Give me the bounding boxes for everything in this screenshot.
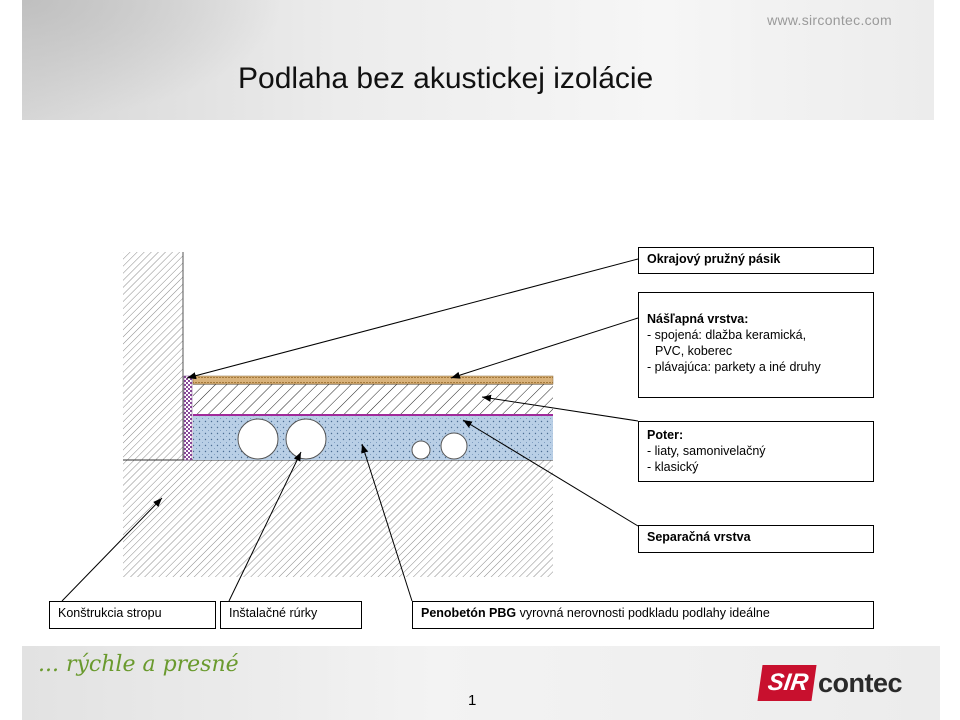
- pipe: [441, 433, 467, 459]
- pipe: [286, 419, 326, 459]
- page-title: Podlaha bez akustickej izolácie: [238, 62, 654, 95]
- slogan: ... rýchle a presné: [38, 652, 239, 677]
- edge-strip: [184, 376, 192, 460]
- label-edge-strip: Okrajový pružný pásik: [638, 247, 874, 274]
- logo-contec: contec: [818, 668, 903, 698]
- label-foam-concrete: Penobetón PBG vyrovná nerovnosti podkladu podlahy ideálne: [412, 601, 874, 629]
- sircontec-logo: [760, 663, 902, 703]
- pipe: [412, 441, 430, 459]
- ceiling-slab: [123, 460, 553, 577]
- label-separation-layer: Separačná vrstva: [638, 525, 874, 553]
- website-url: www.sircontec.com: [767, 12, 892, 28]
- logo-sir: SIR: [757, 665, 816, 701]
- arrow-edge-strip: [187, 259, 638, 378]
- label-screed: Poter: - liaty, samonivelačný - klasický: [638, 421, 874, 482]
- wear-layer: [193, 376, 553, 384]
- label-wear-layer: Nášľapná vrstva: - spojená: dlažba keramická, PVC, koberec - plávajúca: parkety a iné druhy: [638, 292, 874, 398]
- wall: [123, 252, 183, 460]
- pipe: [238, 419, 278, 459]
- page-number: 1: [468, 692, 477, 709]
- arrow-wear-layer: [451, 318, 638, 378]
- screed-layer: [193, 384, 553, 414]
- label-ceiling-construction: Konštrukcia stropu: [49, 601, 216, 629]
- label-pipes: Inštalačné rúrky: [220, 601, 362, 629]
